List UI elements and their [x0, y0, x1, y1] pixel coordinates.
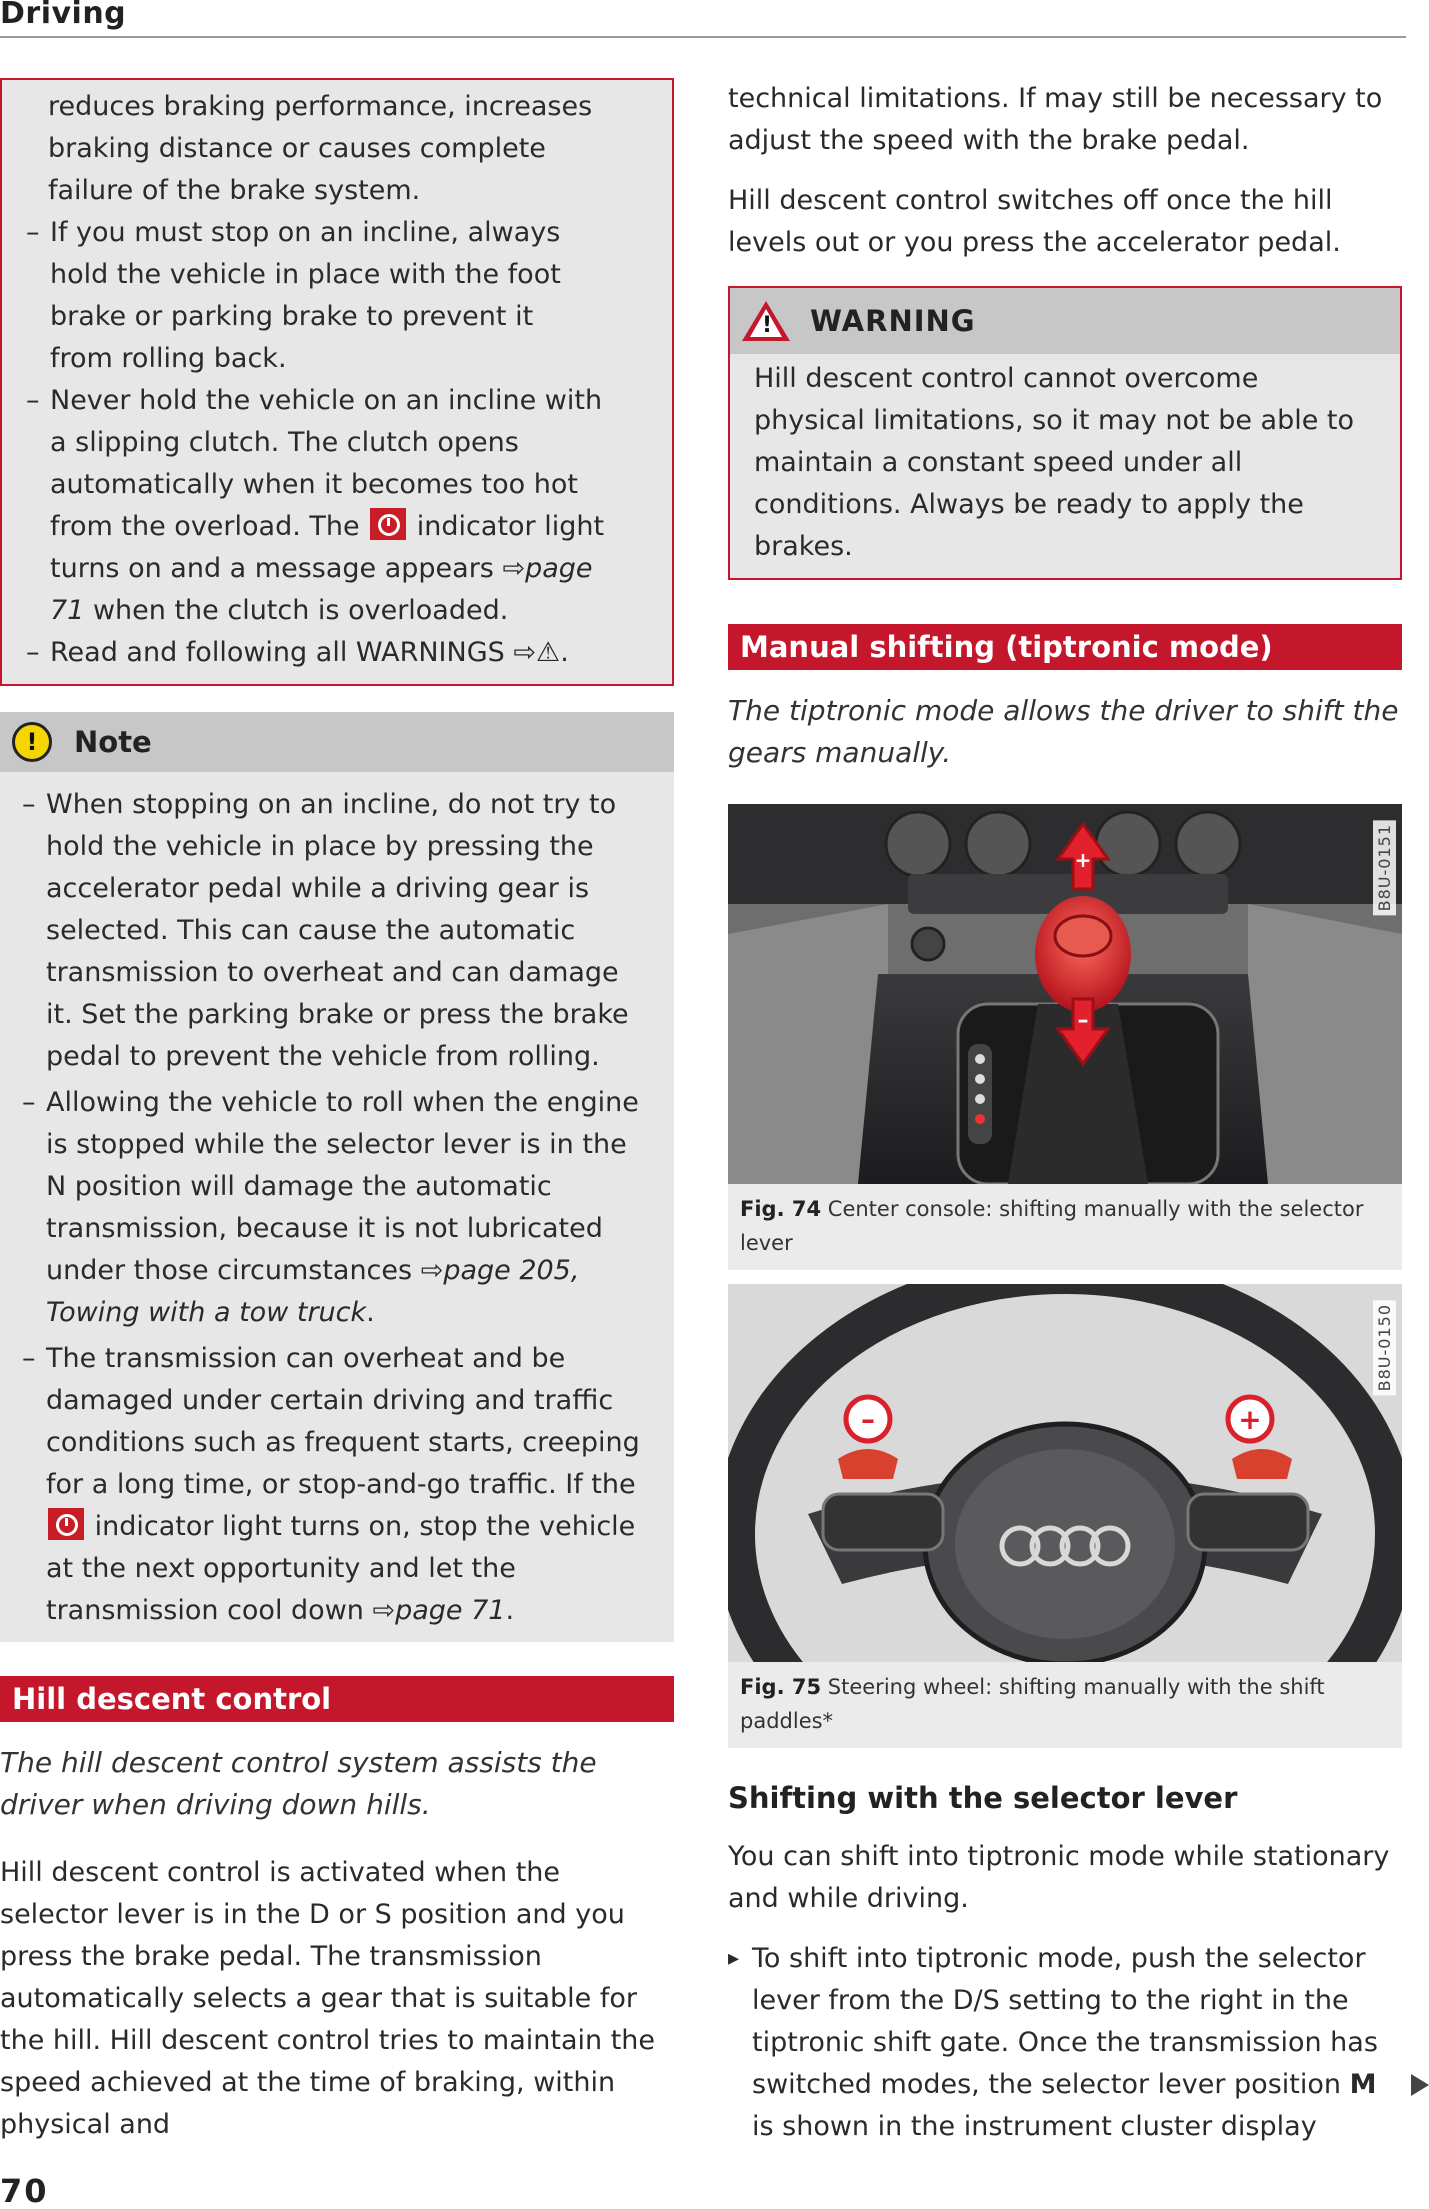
exclamation-icon: ! [12, 722, 52, 762]
clutch-indicator-icon [48, 1508, 84, 1540]
page-section-title: Driving [0, 0, 127, 31]
figure-75 [728, 1284, 1402, 1748]
plus-paddle-label: + [1238, 1403, 1262, 1436]
warning-text: Hill descent control cannot overcome physical limitations, so it may not be able to maintain a constant speed under all conditions. Always be ready to apply the brakes. [754, 363, 1355, 562]
warning-continuation-box [0, 78, 674, 686]
continued-arrow-icon [1411, 2074, 1429, 2096]
list-item-text: indicator light turns on, stop the vehicle at the next opportunity and let the transmission cool down [46, 1511, 636, 1626]
steering-wheel-image [728, 1284, 1402, 1662]
page-reference-link[interactable]: page 205, Towing with a tow truck [46, 1255, 580, 1328]
clutch-indicator-icon [370, 508, 406, 540]
note-list [0, 772, 674, 1642]
left-column [0, 78, 674, 2146]
instruction-text: To shift into tiptronic mode, push the selector lever from the D/S setting to the right in the tiptronic shift gate. Once the transmission has switched modes, the selector lever position [752, 1943, 1378, 2100]
warning-list [26, 212, 648, 674]
subsection-heading: Shifting with the selector lever [728, 1781, 1238, 1815]
body-paragraph: Hill descent control switches off once the hill levels out or you press the accelerator pedal. [728, 185, 1341, 258]
plus-label: + [1074, 848, 1092, 872]
list-item-text: when the clutch is overloaded. [92, 595, 509, 626]
figure-label: Fig. 75 [740, 1675, 822, 1699]
list-item-text: . [366, 1297, 375, 1328]
figure-code: B8U-0151 [1373, 820, 1396, 915]
figure-label: Fig. 74 [740, 1197, 822, 1221]
list-item-text: . [505, 1595, 515, 1626]
list-item-text: Never hold the vehicle on an incline with a slipping clutch. The clutch opens automatically when it becomes too hot from the overload. The [50, 385, 603, 542]
header-divider [0, 36, 1406, 38]
right-column [728, 78, 1402, 2148]
figure-74 [728, 804, 1402, 1270]
warning-symbol-icon: ⚠. [536, 637, 569, 668]
ref-arrow-icon: ⇨ [502, 553, 526, 584]
minus-label: – [1077, 1008, 1089, 1033]
ref-arrow-icon: ⇨ [372, 1595, 396, 1626]
figure-caption [728, 1184, 1402, 1270]
body-paragraph: technical limitations. If may still be necessary to adjust the speed with the brake pedal. [728, 83, 1383, 156]
page-reference-link[interactable]: page 71 [50, 553, 593, 626]
instruction-text: is shown in the instrument cluster display [752, 2111, 1317, 2142]
section-intro: The hill descent control system assists the driver when driving down hills. [0, 1746, 597, 1821]
figure-caption-text: Center console: shifting manually with the selector lever [740, 1197, 1364, 1255]
list-item-text: Allowing the vehicle to roll when the engine is stopped while the selector lever is in the N position will damage the automatic transmission, because it is not lubricated under those circumstances [46, 1087, 639, 1286]
figure-code: B8U-0150 [1373, 1300, 1396, 1395]
ref-arrow-icon: ⇨ [513, 637, 536, 668]
list-item [26, 380, 648, 632]
body-paragraph: Hill descent control is activated when the selector lever is in the D or S position and you press the brake pedal. The transmission automatically selects a gear that is suitable for the hill. Hill descent control tries to maintain the speed achieved at the time of braking, within physical and [0, 1857, 656, 2140]
list-item-text: Read and following all WARNINGS [50, 637, 505, 668]
warning-triangle-icon: ! [742, 301, 790, 341]
steering-wheel-illustration [728, 1284, 1402, 1662]
note-header [0, 712, 674, 772]
list-item-text: The transmission can overheat and be damaged under certain driving and traffic conditions such as frequent starts, creeping for a long time, or stop-and-go traffic. If the [46, 1343, 640, 1500]
ref-arrow-icon: ⇨ [420, 1255, 444, 1286]
list-item-text: indicator light turns on and a message appears [50, 511, 605, 584]
section-heading-manual-shifting: Manual shifting (tiptronic mode) [728, 624, 1402, 670]
page-reference-link[interactable]: page 71 [395, 1595, 506, 1626]
instruction-step [728, 1938, 1402, 2148]
gear-position-label: M [1349, 2069, 1377, 2100]
warning-box [728, 286, 1402, 580]
figure-caption [728, 1662, 1402, 1748]
page-number: 70 [0, 2172, 49, 2209]
center-console-illustration [728, 804, 1402, 1184]
body-paragraph: You can shift into tiptronic mode while stationary and while driving. [728, 1841, 1390, 1914]
warning-title: WARNING [810, 304, 976, 338]
list-item: – If you must stop on an incline, always hold the vehicle in place with the foot brake or parking brake to prevent it from rolling back. [26, 212, 648, 380]
list-item [22, 1082, 650, 1334]
warning-continuation-text: reduces braking performance, increases braking distance or causes complete failure of the brake system. [48, 91, 593, 206]
list-item [26, 632, 648, 674]
list-item: – When stopping on an incline, do not try to hold the vehicle in place by pressing the accelerator pedal while a driving gear is selected. This can cause the automatic transmission to overheat and can damage it. Set the parking brake or press the brake pedal to prevent the vehicle from rolling. [22, 784, 650, 1078]
section-intro: The tiptronic mode allows the driver to shift the gears manually. [728, 694, 1399, 769]
list-item [22, 1338, 650, 1632]
center-console-image [728, 804, 1402, 1184]
note-box [0, 712, 674, 1642]
section-heading-hill-descent: Hill descent control [0, 1676, 674, 1722]
warning-header [730, 288, 1400, 354]
note-title: Note [74, 725, 152, 759]
minus-paddle-label: – [861, 1403, 875, 1436]
figure-caption-text: Steering wheel: shifting manually with the shift paddles* [740, 1675, 1325, 1733]
